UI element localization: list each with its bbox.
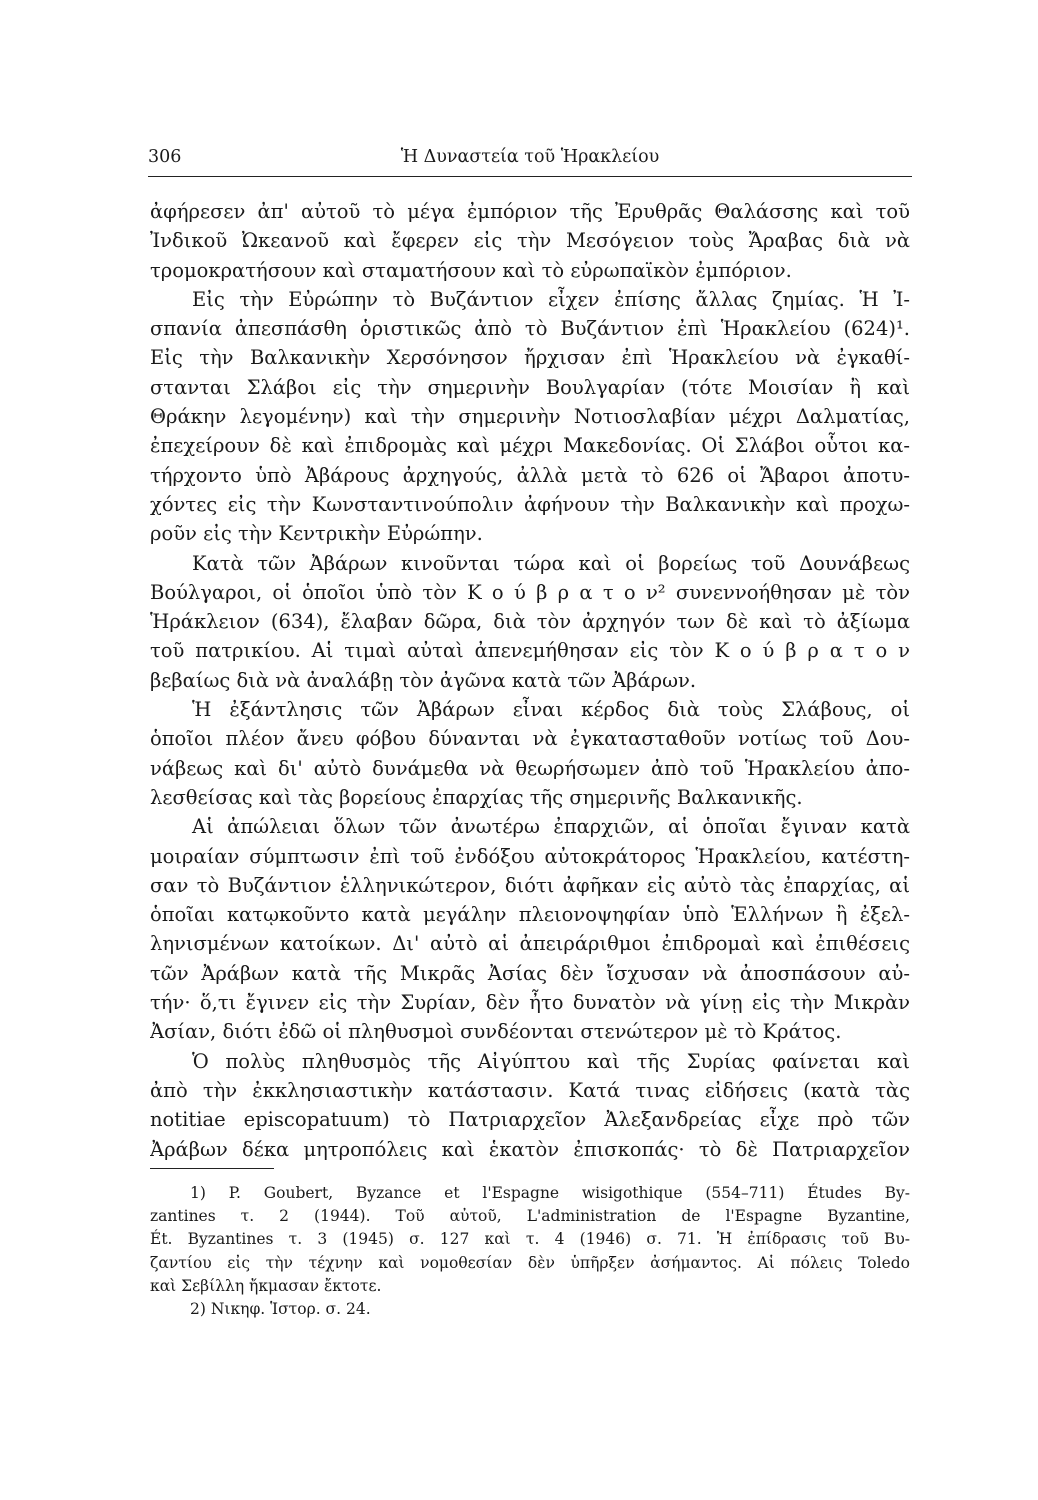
text-line: Βούλγαροι, οἱ ὁποῖοι ὑπὸ τὸν Κ ο ύ β ρ α τ ο ν² συνεννοήθησαν μὲ τὸν	[150, 580, 910, 604]
text-line: Εἰς τὴν Εὐρώπην τὸ Βυζάντιον εἶχεν ἐπίσης ἄλλας ζημίας. Ἡ Ἰ-	[192, 287, 910, 311]
text-line: σαν τὸ Βυζάντιον ἑλληνικώτερον, διότι ἀφῆκαν εἰς αὐτὸ τὰς ἐπαρχίας, αἱ	[150, 873, 910, 897]
text-line: ἀφήρεσεν ἀπ' αὐτοῦ τὸ μέγα ἐμπόριον τῆς Ἐρυθρᾶς Θαλάσσης καὶ τοῦ	[150, 200, 910, 223]
text-line: notitiae episcopatuum) τὸ Πατριαρχεῖον Ἀλεξανδρείας εἶχε πρὸ τῶν	[150, 1108, 910, 1132]
text-line: ροῦν εἰς τὴν Κεντρικὴν Εὐρώπην.	[150, 522, 483, 546]
text-line: Ἀσίαν, διότι ἐδῶ οἱ πληθυσμοὶ συνδέονται στενώτερον μὲ τὸ Κράτος.	[150, 1020, 842, 1044]
text-line: νάβεως καὶ δι' αὐτὸ δυνάμεθα νὰ θεωρήσωμεν ἀπὸ τοῦ Ἡρακλείου ἀπο-	[150, 756, 910, 780]
text-line: τῶν Ἀράβων κατὰ τῆς Μικρᾶς Ἀσίας δὲν ἴσχυσαν νὰ ἀποσπάσουν αὐ-	[150, 961, 910, 985]
text-line: τήν· ὅ,τι ἔγινεν εἰς τὴν Συρίαν, δὲν ἦτο δυνατὸν νὰ γίνῃ εἰς τὴν Μικρὰν	[150, 991, 910, 1015]
text-line: Κατὰ τῶν Ἀβάρων κινοῦνται τώρα καὶ οἱ βορείως τοῦ Δουνάβεως	[192, 551, 910, 575]
footnote-line: ζαντίου εἰς τὴν τέχνην καὶ νομοθεσίαν δὲν ὑπῆρξεν ἀσήμαντος. Αἱ πόλεις Toledo	[150, 1253, 910, 1272]
text-line: Ἡράκλειον (634), ἔλαβαν δῶρα, διὰ τὸν ἀρχηγόν των δὲ καὶ τὸ ἀξίωμα	[150, 610, 910, 634]
text-line: χόντες εἰς τὴν Κωνσταντινούπολιν ἀφήνουν τὴν Βαλκανικὴν καὶ προχω-	[150, 492, 910, 516]
text-line: Ἰνδικοῦ Ὠκεανοῦ καὶ ἔφερεν εἰς τὴν Μεσόγειον τοὺς Ἄραβας διὰ νὰ	[150, 229, 910, 253]
text-line: ἐπεχείρουν δὲ καὶ ἐπιδρομὰς καὶ μέχρι Μακεδονίας. Οἱ Σλάβοι οὗτοι κα-	[150, 434, 910, 458]
running-title: Ἡ Δυναστεία τοῦ Ἡρακλείου	[400, 147, 660, 167]
text-line: τήρχοντο ὑπὸ Ἀβάρους ἀρχηγούς, ἀλλὰ μετὰ τὸ 626 οἱ Ἄβαροι ἀποτυ-	[150, 463, 910, 487]
footnote-line: 2) Νικηφ. Ἱστορ. σ. 24.	[190, 1299, 371, 1318]
text-line: Ἀράβων δέκα μητροπόλεις καὶ ἑκατὸν ἐπισκοπάς· τὸ δὲ Πατριαρχεῖον	[150, 1137, 910, 1161]
text-line: τοῦ πατρικίου. Αἱ τιμαὶ αὐταὶ ἀπενεμήθησαν εἰς τὸν Κ ο ύ β ρ α τ ο ν	[150, 639, 910, 663]
page-number: 306	[148, 147, 182, 167]
footnotes	[150, 1182, 910, 1321]
footnote-rule	[150, 1168, 274, 1169]
page-header	[148, 147, 912, 171]
footnote-line: zantines τ. 2 (1944). Τοῦ αὐτοῦ, L'administration de l'Espagne Byzantine,	[150, 1207, 910, 1226]
text-line: σπανία ἀπεσπάσθη ὁριστικῶς ἀπὸ τὸ Βυζάντιον ἐπὶ Ἡρακλείου (624)¹.	[150, 317, 910, 341]
footnote-line: Ét. Byzantines τ. 3 (1945) σ. 127 καὶ τ. 4 (1946) σ. 71. Ἡ ἐπίδρασις τοῦ Βυ-	[150, 1230, 910, 1249]
text-line: ὁποῖοι πλέον ἄνευ φόβου δύνανται νὰ ἐγκατασταθοῦν νοτίως τοῦ Δου-	[150, 727, 910, 751]
footnote-line: καὶ Σεβίλλη ἤκμασαν ἔκτοτε.	[150, 1276, 382, 1295]
text-line: ληνισμένων κατοίκων. Δι' αὐτὸ αἱ ἀπειράριθμοι ἐπιδρομαὶ καὶ ἐπιθέσεις	[150, 932, 910, 956]
text-line: λεσθείσας καὶ τὰς βορείους ἐπαρχίας τῆς σημερινῆς Βαλκανικῆς.	[150, 785, 803, 809]
header-rule	[148, 176, 912, 177]
text-line: Αἱ ἀπώλειαι ὅλων τῶν ἀνωτέρω ἐπαρχιῶν, αἱ ὁποῖαι ἔγιναν κατὰ	[192, 815, 910, 839]
body-text	[150, 197, 910, 1164]
text-line: Ἡ ἐξάντλησις τῶν Ἀβάρων εἶναι κέρδος διὰ τοὺς Σλάβους, οἱ	[192, 698, 910, 722]
text-line: ὁποῖαι κατῳκοῦντο κατὰ μεγάλην πλειονοψηφίαν ὑπὸ Ἑλλήνων ἢ ἐξελ-	[150, 903, 910, 927]
footnote-line: 1) P. Goubert, Byzance et l'Espagne wisigothique (554–711) Études By-	[190, 1184, 910, 1202]
text-line: βεβαίως διὰ νὰ ἀναλάβῃ τὸν ἀγῶνα κατὰ τῶν Ἀβάρων.	[150, 668, 697, 692]
text-line: μοιραίαν σύμπτωσιν ἐπὶ τοῦ ἐνδόξου αὐτοκράτορος Ἡρακλείου, κατέστη-	[150, 844, 910, 868]
text-line: ἀπὸ τὴν ἐκκλησιαστικὴν κατάστασιν. Κατά τινας εἰδήσεις (κατὰ τὰς	[150, 1078, 910, 1102]
text-line: τρομοκρατήσουν καὶ σταματήσουν καὶ τὸ εὐρωπαϊκὸν ἐμπόριον.	[150, 258, 792, 282]
text-line: Θράκην λεγομένην) καὶ τὴν σημερινὴν Νοτιοσλαβίαν μέχρι Δαλματίας,	[150, 405, 910, 429]
text-line: Ὁ πολὺς πληθυσμὸς τῆς Αἰγύπτου καὶ τῆς Συρίας φαίνεται καὶ	[192, 1049, 910, 1073]
text-line: στανται Σλάβοι εἰς τὴν σημερινὴν Βουλγαρίαν (τότε Μοισίαν ἢ καὶ	[150, 375, 910, 399]
text-line: Εἰς τὴν Βαλκανικὴν Χερσόνησον ἤρχισαν ἐπὶ Ἡρακλείου νὰ ἐγκαθί-	[150, 346, 910, 370]
